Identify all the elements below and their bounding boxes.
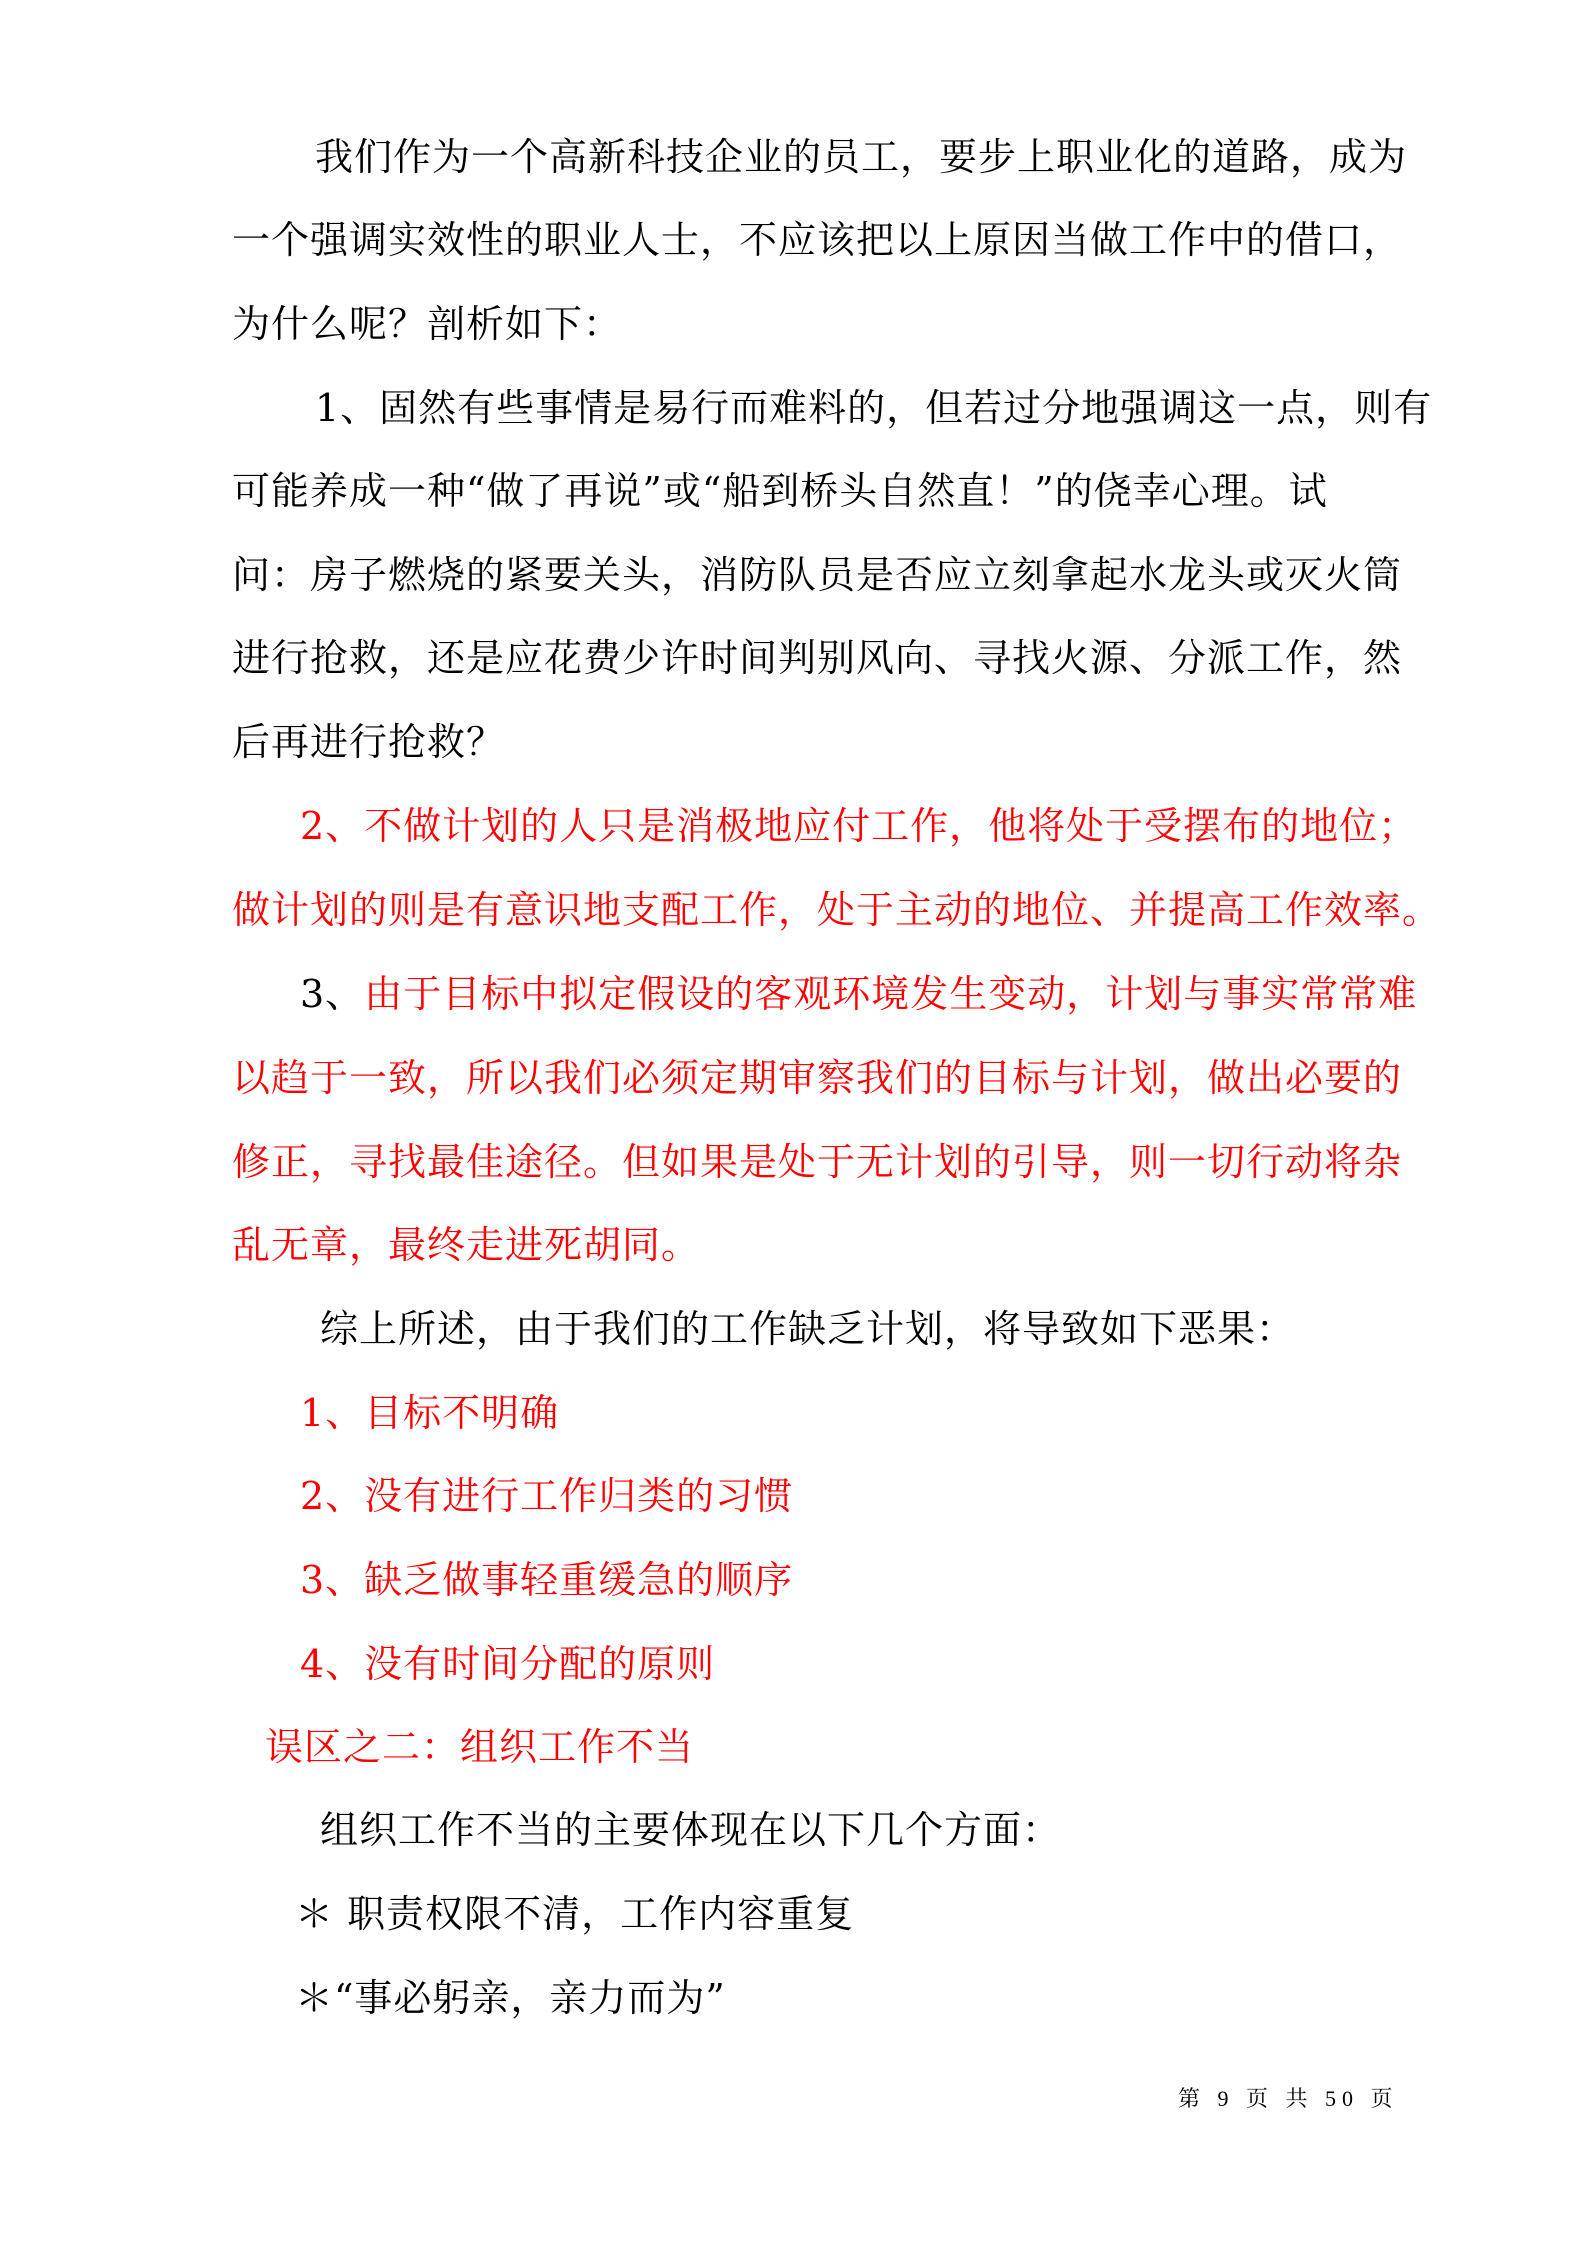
- point-3-line-4: 乱无章，最终走进死胡同。: [232, 1223, 701, 1267]
- consequence-item-4: 4、没有时间分配的原则: [300, 1642, 716, 1686]
- point-3-number: 3、: [300, 972, 365, 1016]
- summary-text: 综上所述，由于我们的工作缺乏计划，将导致如下恶果：: [320, 1307, 1296, 1351]
- paragraph-intro-line-3: 为什么呢？剖析如下：: [232, 302, 623, 346]
- page-number: 第 9 页 共 50 页: [1178, 2086, 1399, 2111]
- bullet-item-2: ＊“事必躬亲，亲力而为”: [295, 1976, 726, 2020]
- bullet-item-1: ＊ 职责权限不清，工作内容重复: [295, 1892, 855, 1936]
- consequence-item-2: 2、没有进行工作归类的习惯: [300, 1474, 794, 1518]
- section-heading: 误区之二：组织工作不当: [265, 1725, 695, 1769]
- point-1-line-1: 1、固然有些事情是易行而难料的，但若过分地强调这一点，则有: [315, 386, 1433, 430]
- point-1-line-4: 进行抢救，还是应花费少许时间判别风向、寻找火源、分派工作，然: [232, 636, 1403, 680]
- point-3-line-1: [300, 970, 1440, 1018]
- consequence-item-3: 3、缺乏做事轻重缓急的顺序: [300, 1558, 794, 1602]
- consequence-item-1: 1、目标不明确: [300, 1391, 560, 1435]
- point-1-line-5: 后再进行抢救？: [232, 720, 506, 764]
- point-2-line-2: 做计划的则是有意识地支配工作，处于主动的地位、并提高工作效率。: [232, 888, 1442, 932]
- intro-text: 组织工作不当的主要体现在以下几个方面：: [320, 1808, 1062, 1852]
- point-1-line-2: 可能养成一种“做了再说”或“船到桥头自然直！”的侥幸心理。试: [232, 469, 1328, 513]
- paragraph-intro-line-1: 我们作为一个高新科技企业的员工，要步上职业化的道路，成为: [315, 135, 1408, 179]
- point-3-line-2: 以趋于一致，所以我们必须定期审察我们的目标与计划，做出必要的: [232, 1056, 1403, 1100]
- point-3-line-3: 修正，寻找最佳途径。但如果是处于无计划的引导，则一切行动将杂: [232, 1140, 1403, 1184]
- paragraph-intro-line-2: 一个强调实效性的职业人士，不应该把以上原因当做工作中的借口，: [232, 218, 1403, 262]
- point-1-line-3: 问：房子燃烧的紧要关头，消防队员是否应立刻拿起水龙头或灭火筒: [232, 553, 1403, 597]
- point-2-line-1: 2、不做计划的人只是消极地应付工作，他将处于受摆布的地位；: [300, 804, 1418, 848]
- point-3-text: 由于目标中拟定假设的客观环境发生变动，计划与事实常常难: [364, 972, 1418, 1016]
